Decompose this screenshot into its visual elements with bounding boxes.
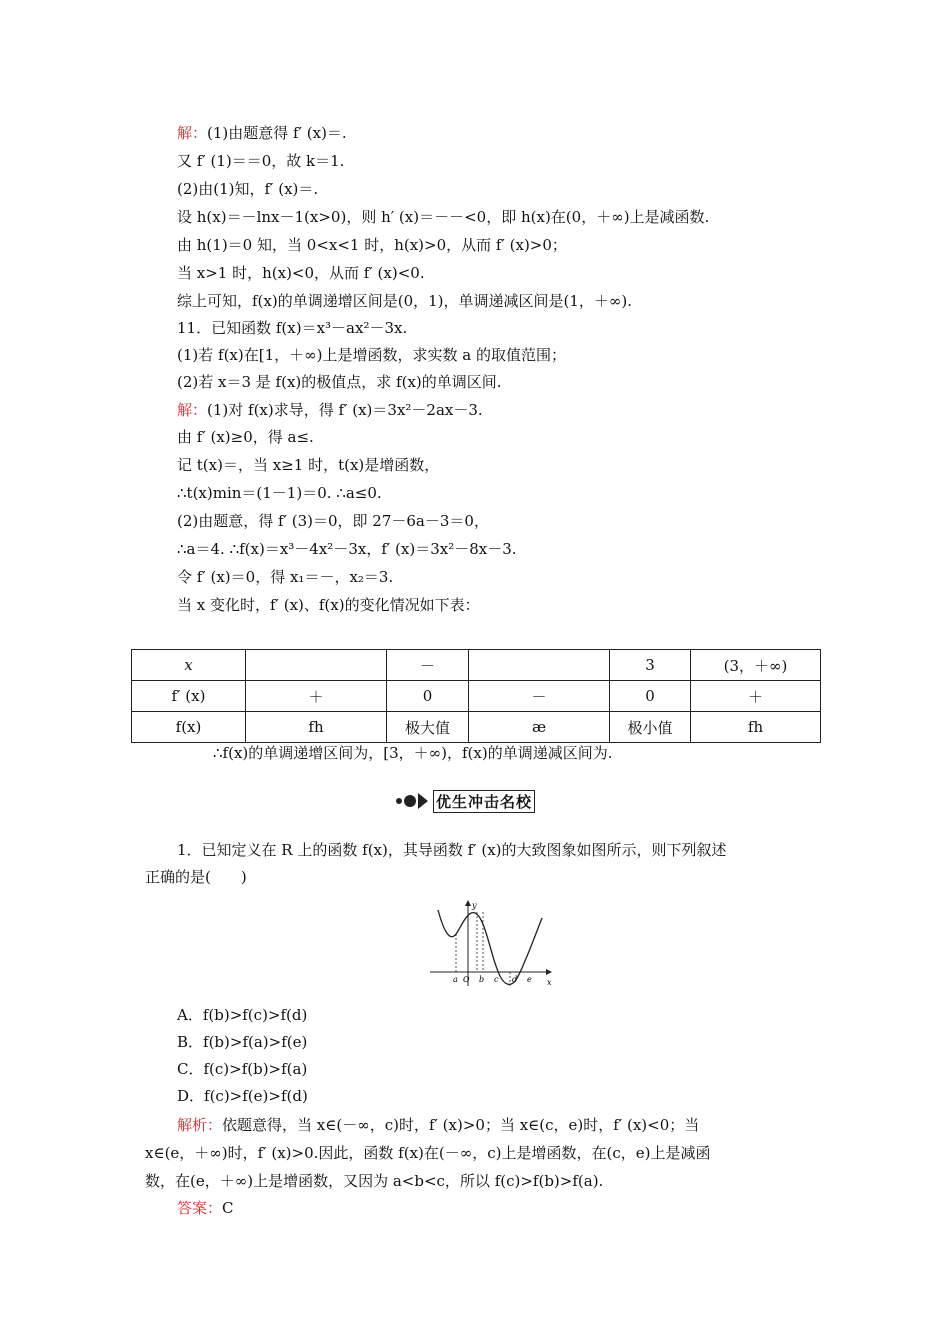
- derivative-curve: [438, 910, 542, 984]
- table-row: [132, 650, 821, 681]
- table-cell: [246, 650, 387, 681]
- solution-line: ∴t(x)min＝(1－1)＝0. ∴a≤0.: [177, 484, 382, 502]
- table-cell: ＋: [691, 681, 821, 712]
- point-label-a: a: [453, 975, 458, 984]
- table-cell: x: [132, 650, 246, 681]
- solution-line: 当 x>1 时，h(x)<0，从而 f′ (x)<0.: [177, 264, 425, 282]
- table-cell: 极大值: [387, 712, 469, 743]
- analysis-text: 依题意得，当 x∈(－∞，c)时，f′ (x)>0；当 x∈(c，e)时，f′ (x)<0；当: [222, 1116, 700, 1134]
- x-axis-arrow-icon: [546, 969, 552, 975]
- answer-line: [177, 1198, 234, 1218]
- point-label-b: b: [479, 975, 485, 984]
- solution-text: (1)由题意得 f′ (x)＝.: [207, 124, 347, 142]
- table-cell: fh: [246, 712, 387, 743]
- x-label: x: [547, 978, 552, 987]
- analysis-label: 解析：: [177, 1116, 223, 1134]
- solution-line: 令 f′ (x)＝0，得 x₁＝－，x₂＝3.: [177, 568, 394, 586]
- table-cell: (3，＋∞): [691, 650, 821, 681]
- section-banner: [396, 791, 535, 811]
- table-cell: [469, 650, 610, 681]
- solution-line: 由 h(1)＝0 知，当 0<x<1 时，h(x)>0，从而 f′ (x)>0；: [177, 236, 567, 254]
- analysis-line: [177, 1115, 699, 1135]
- table-row: [132, 681, 821, 712]
- origin-label: O: [463, 975, 470, 984]
- y-axis-arrow-icon: [465, 900, 471, 906]
- option-c: C．f(c)>f(b)>f(a): [177, 1060, 308, 1078]
- solution-label: 解：: [177, 124, 208, 142]
- solution-line: 记 t(x)＝，当 x≥1 时，t(x)是增函数，: [177, 456, 440, 474]
- table-cell: 0: [610, 681, 691, 712]
- derivative-graph: [428, 896, 556, 988]
- problem-line: (1)若 f(x)在[1，＋∞)上是增函数，求实数 a 的取值范围；: [177, 346, 566, 364]
- solution-line: [177, 400, 483, 420]
- point-label-d: d: [512, 975, 518, 984]
- table-cell: －: [387, 650, 469, 681]
- table-conclusion: ∴f(x)的单调递增区间为，[3，＋∞)，f(x)的单调递减区间为.: [213, 744, 613, 762]
- table-cell: fh: [691, 712, 821, 743]
- dot-icon: [396, 798, 402, 804]
- point-label-e: e: [527, 975, 532, 984]
- solution-line: (2)由题意，得 f′ (3)＝0，即 27－6a－3＝0，: [177, 512, 489, 530]
- solution-line: 由 f′ (x)≥0，得 a≤.: [177, 428, 314, 446]
- option-b: B．f(b)>f(a)>f(e): [177, 1033, 308, 1051]
- answer-label: 答案：: [177, 1199, 223, 1217]
- analysis-line: x∈(e，＋∞)时，f′ (x)>0.因此，函数 f(x)在(－∞，c)上是增函数，在(c，e)上是减函: [145, 1144, 711, 1162]
- problem-line: (2)若 x＝3 是 f(x)的极值点，求 f(x)的单调区间.: [177, 373, 502, 391]
- table-row: [132, 712, 821, 743]
- table-cell: 极小值: [610, 712, 691, 743]
- option-d: D．f(c)>f(e)>f(d): [177, 1087, 308, 1105]
- y-label: y: [472, 901, 477, 910]
- solution-label: 解：: [177, 401, 208, 419]
- solution-text: (1)对 f(x)求导，得 f′ (x)＝3x²－2ax－3.: [207, 401, 483, 419]
- problem-line: 11．已知函数 f(x)＝x³－ax²－3x.: [177, 319, 408, 337]
- solution-line: (2)由(1)知，f′ (x)＝.: [177, 180, 319, 198]
- solution-line: ∴a＝4. ∴f(x)＝x³－4x²－3x，f′ (x)＝3x²－8x－3.: [177, 540, 517, 558]
- option-a: A．f(b)>f(c)>f(d): [177, 1006, 308, 1024]
- solution-line: [177, 123, 347, 143]
- dot-icon: [404, 795, 416, 807]
- answer-value: C: [222, 1199, 234, 1217]
- table-cell: f(x): [132, 712, 246, 743]
- variation-table: [131, 649, 821, 743]
- table-cell: －: [469, 681, 610, 712]
- table-cell: 0: [387, 681, 469, 712]
- banner-title: 优生冲击名校: [433, 790, 535, 813]
- point-label-c: c: [494, 975, 499, 984]
- table-cell: ＋: [246, 681, 387, 712]
- table-cell: 3: [610, 650, 691, 681]
- solution-line: 综上可知，f(x)的单调递增区间是(0，1)，单调递减区间是(1，＋∞).: [177, 292, 633, 310]
- question-stem: 正确的是( ): [145, 868, 247, 886]
- solution-line: 设 h(x)＝－lnx－1(x>0)，则 h′ (x)＝－－<0，即 h(x)在(0，＋∞)上是减函数.: [177, 208, 710, 226]
- arrow-right-icon: [418, 793, 428, 809]
- table-cell: æ: [469, 712, 610, 743]
- solution-line: 当 x 变化时，f′ (x)、f(x)的变化情况如下表：: [177, 596, 480, 614]
- question-stem: 1．已知定义在 R 上的函数 f(x)，其导函数 f′ (x)的大致图象如图所示，则下列叙述: [177, 841, 727, 859]
- table-cell: f′ (x): [132, 681, 246, 712]
- analysis-line: 数，在(e，＋∞)上是增函数，又因为 a<b<c，所以 f(c)>f(b)>f(a).: [145, 1172, 604, 1190]
- solution-line: 又 f′ (1)＝＝0，故 k＝1.: [177, 152, 345, 170]
